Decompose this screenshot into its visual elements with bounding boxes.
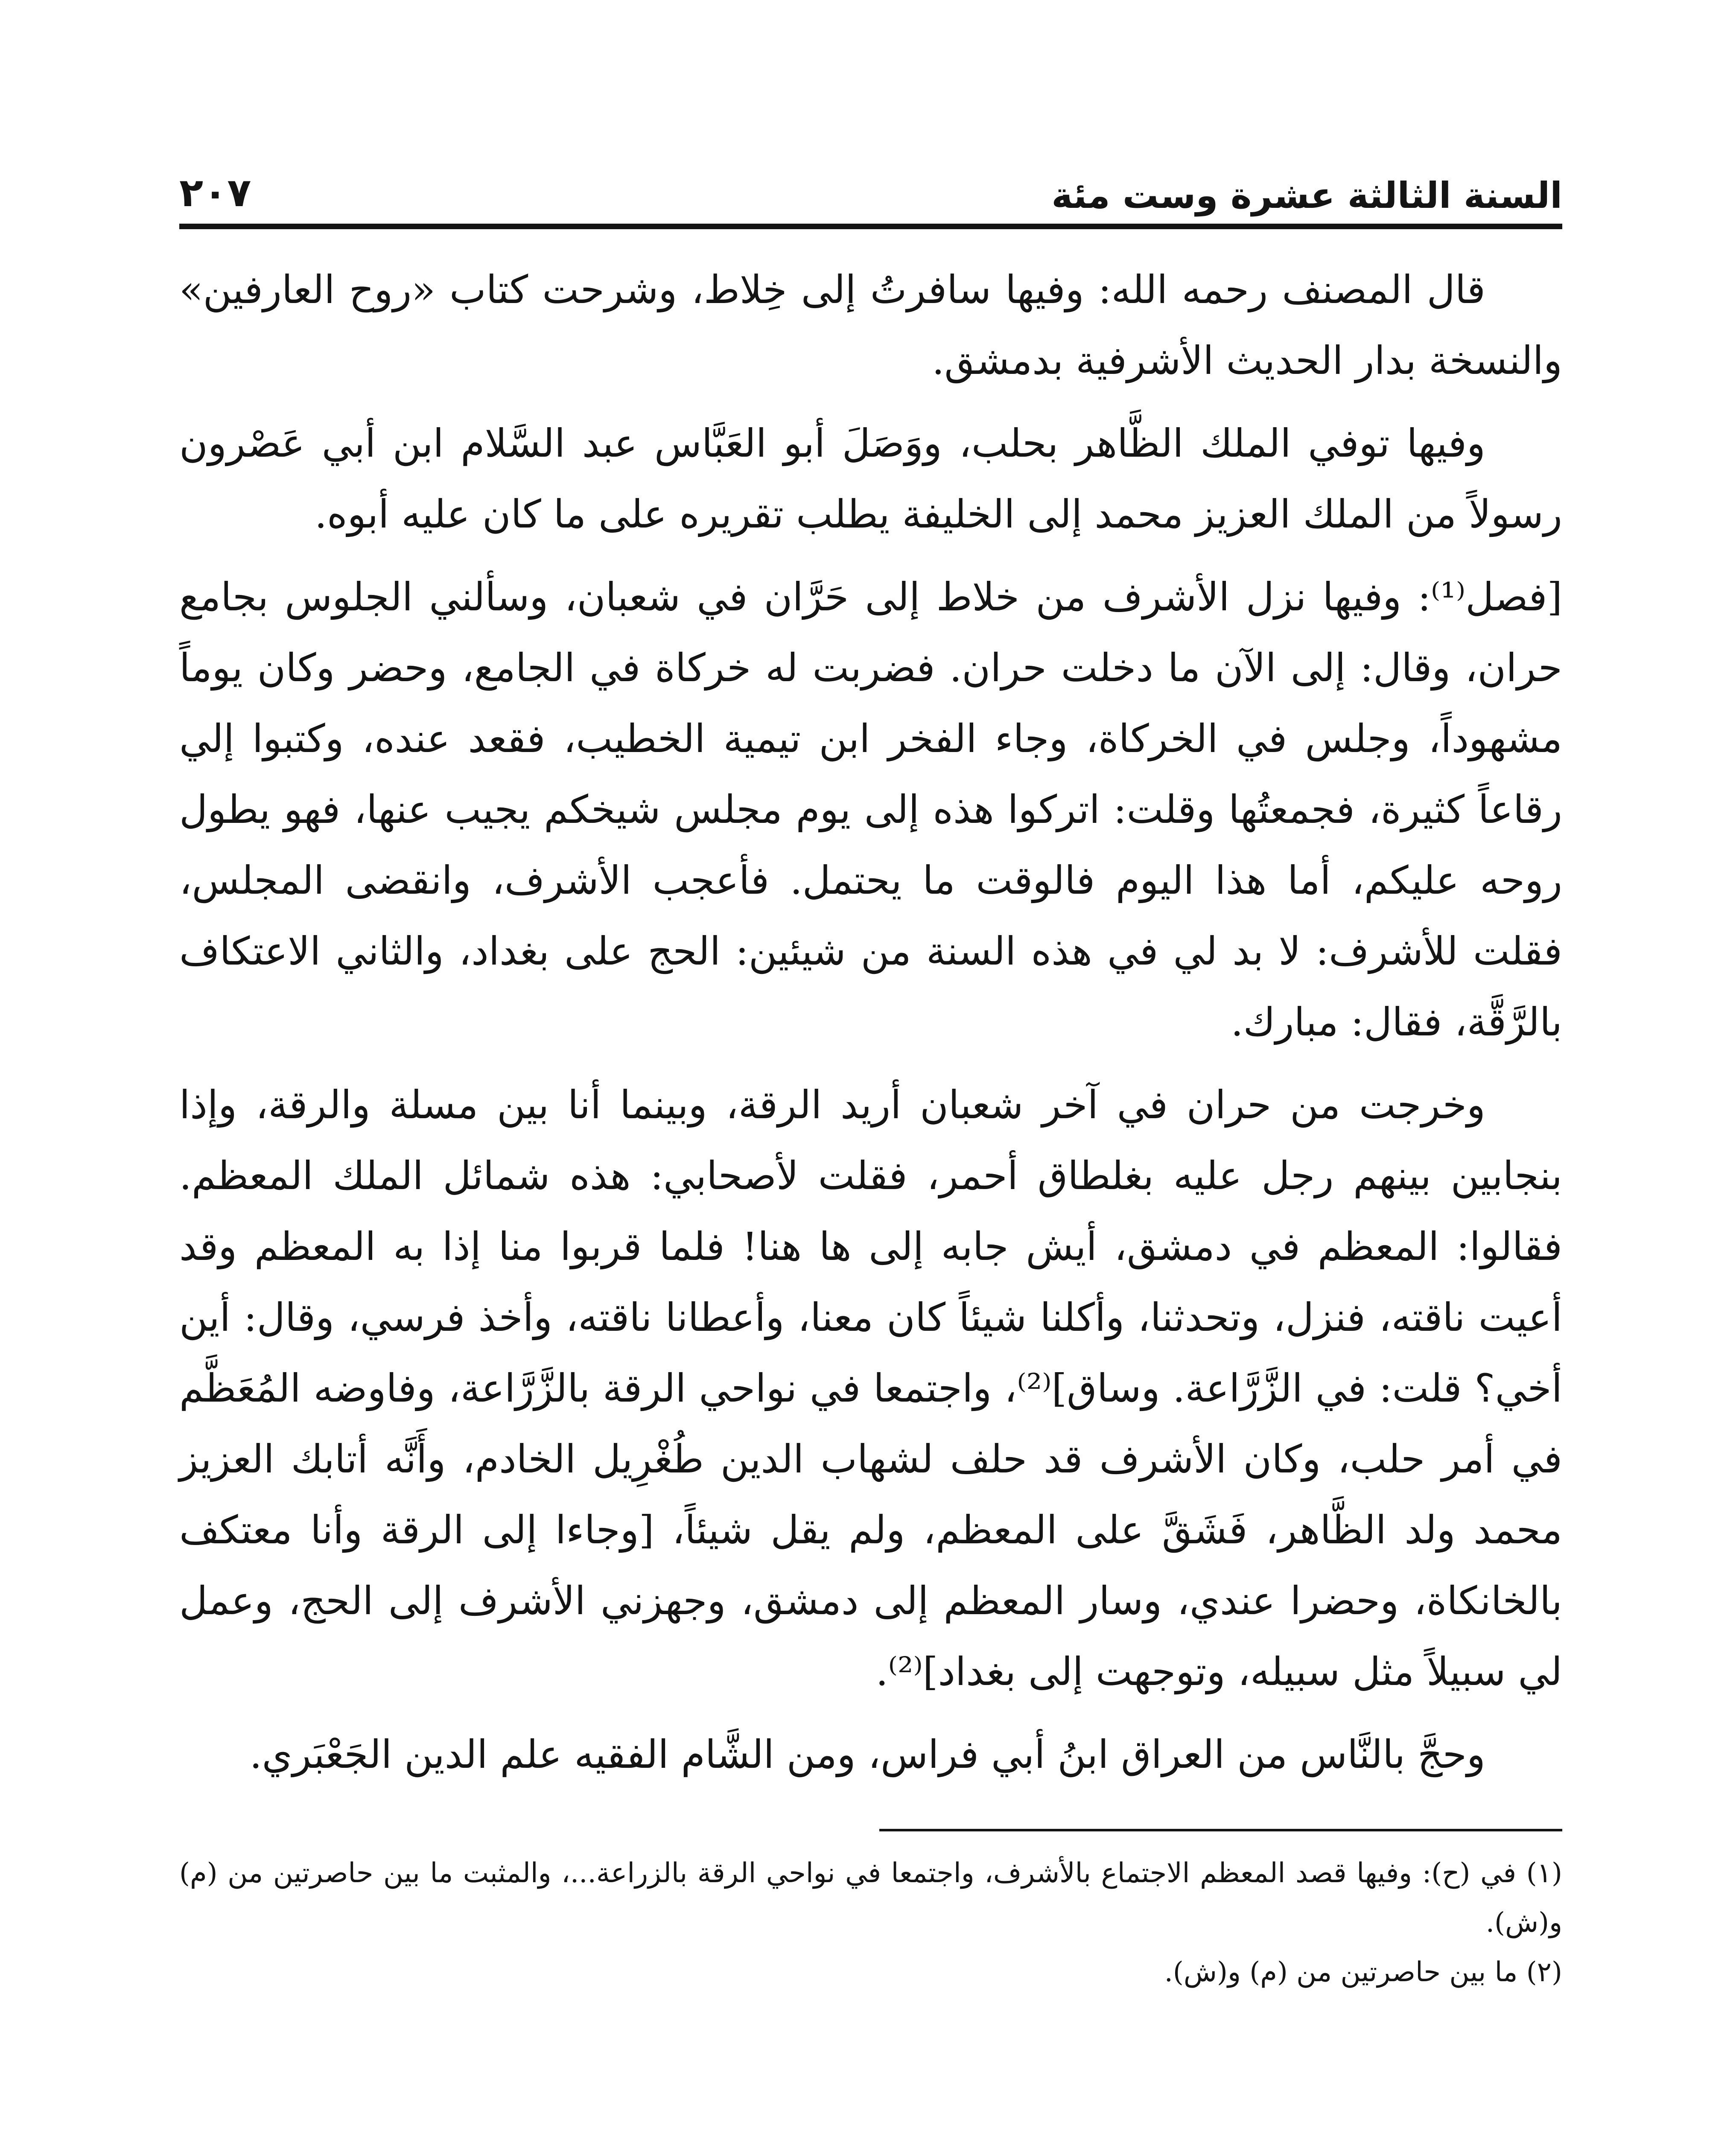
- running-header: [179, 141, 1562, 222]
- header-rule: [179, 224, 1562, 229]
- paragraph: وفيها توفي الملك الظَّاهر بحلب، ووَصَلَ أبو العَبَّاس عبد السَّلام ابن أبي عَصْرون رسولاً من الملك العزيز محمد إلى الخليفة يطلب تقريره على ما كان عليه أبوه.: [179, 421, 1562, 537]
- footnotes: [179, 1848, 1562, 1997]
- body-text: [179, 255, 1562, 1790]
- footnote: (٢) ما بين حاصرتين من (م) و(ش).: [1164, 1956, 1562, 1988]
- paragraph: قال المصنف رحمه الله: وفيها سافرتُ إلى خِلاط، وشرحت كتاب «روح العارفين» والنسخة بدار الحديث الأشرفية بدمشق.: [179, 268, 1562, 383]
- footnote: (١) في (ح): وفيها قصد المعظم الاجتماع بالأشرف، واجتمعا في نواحي الرقة بالزراعة...، والمثبت ما بين حاصرتين من (م) و(ش).: [179, 1857, 1562, 1939]
- footnote-rule: [879, 1829, 1562, 1831]
- paragraph: [فصل⁽¹⁾: وفيها نزل الأشرف من خلاط إلى حَرَّان في شعبان، وسألني الجلوس بجامع حران، وقال: إلى الآن ما دخلت حران. فضربت له خركاة في الجامع، وحضر وكان يوماً مشهوداً، وجلس في الخركاة، وجاء الفخر ابن تيمية الخطيب، فقعد عنده، وكتبوا إلي رقاعاً كثيرة، فجمعتُها وقلت: اتركوا هذه إلى يوم مجلس شيخكم يجيب عنها، فهو يطول روحه عليكم، أما هذا اليوم فالوقت ما يحتمل. فأعجب الأشرف، وانقضى المجلس، فقلت للأشرف: لا بد لي في هذه السنة من شيئين: الحج على بغداد، والثاني الاعتكاف بالرَّقَّة، فقال: مبارك.: [179, 575, 1562, 1045]
- paragraph: وحجَّ بالنَّاس من العراق ابنُ أبي فراس، ومن الشَّام الفقيه علم الدين الجَعْبَري.: [249, 1732, 1485, 1777]
- page-number: ٢٠٧: [179, 170, 251, 216]
- page: [179, 141, 1562, 1997]
- running-title: السنة الثالثة عشرة وست مئة: [1051, 175, 1562, 216]
- paragraph: وخرجت من حران في آخر شعبان أريد الرقة، وبينما أنا بين مسلة والرقة، وإذا بنجابين بينهم رجل عليه بغلطاق أحمر، فقلت لأصحابي: هذه شمائل الملك المعظم. فقالوا: المعظم في دمشق، أيش جابه إلى ها هنا! فلما قربوا منا إذا به المعظم وقد أعيت ناقته، فنزل، وتحدثنا، وأكلنا شيئاً كان معنا، وأعطانا ناقته، وأخذ فرسي، وقال: أين أخي؟ قلت: في الزَّرَّاعة. وساق]⁽²⁾، واجتمعا في نواحي الرقة بالزَّرَّاعة، وفاوضه المُعَظَّم في أمر حلب، وكان الأشرف قد حلف لشهاب الدين طُغْرِيل الخادم، وأَنَّه أتابك العزيز محمد ولد الظَّاهر، فَشَقَّ على المعظم، ولم يقل شيئاً، [وجاءا إلى الرقة وأنا معتكف بالخانكاة، وحضرا عندي، وسار المعظم إلى دمشق، وجهزني الأشرف إلى الحج، وعمل لي سبيلاً مثل سبيله، وتوجهت إلى بغداد]⁽²⁾.: [179, 1083, 1562, 1694]
